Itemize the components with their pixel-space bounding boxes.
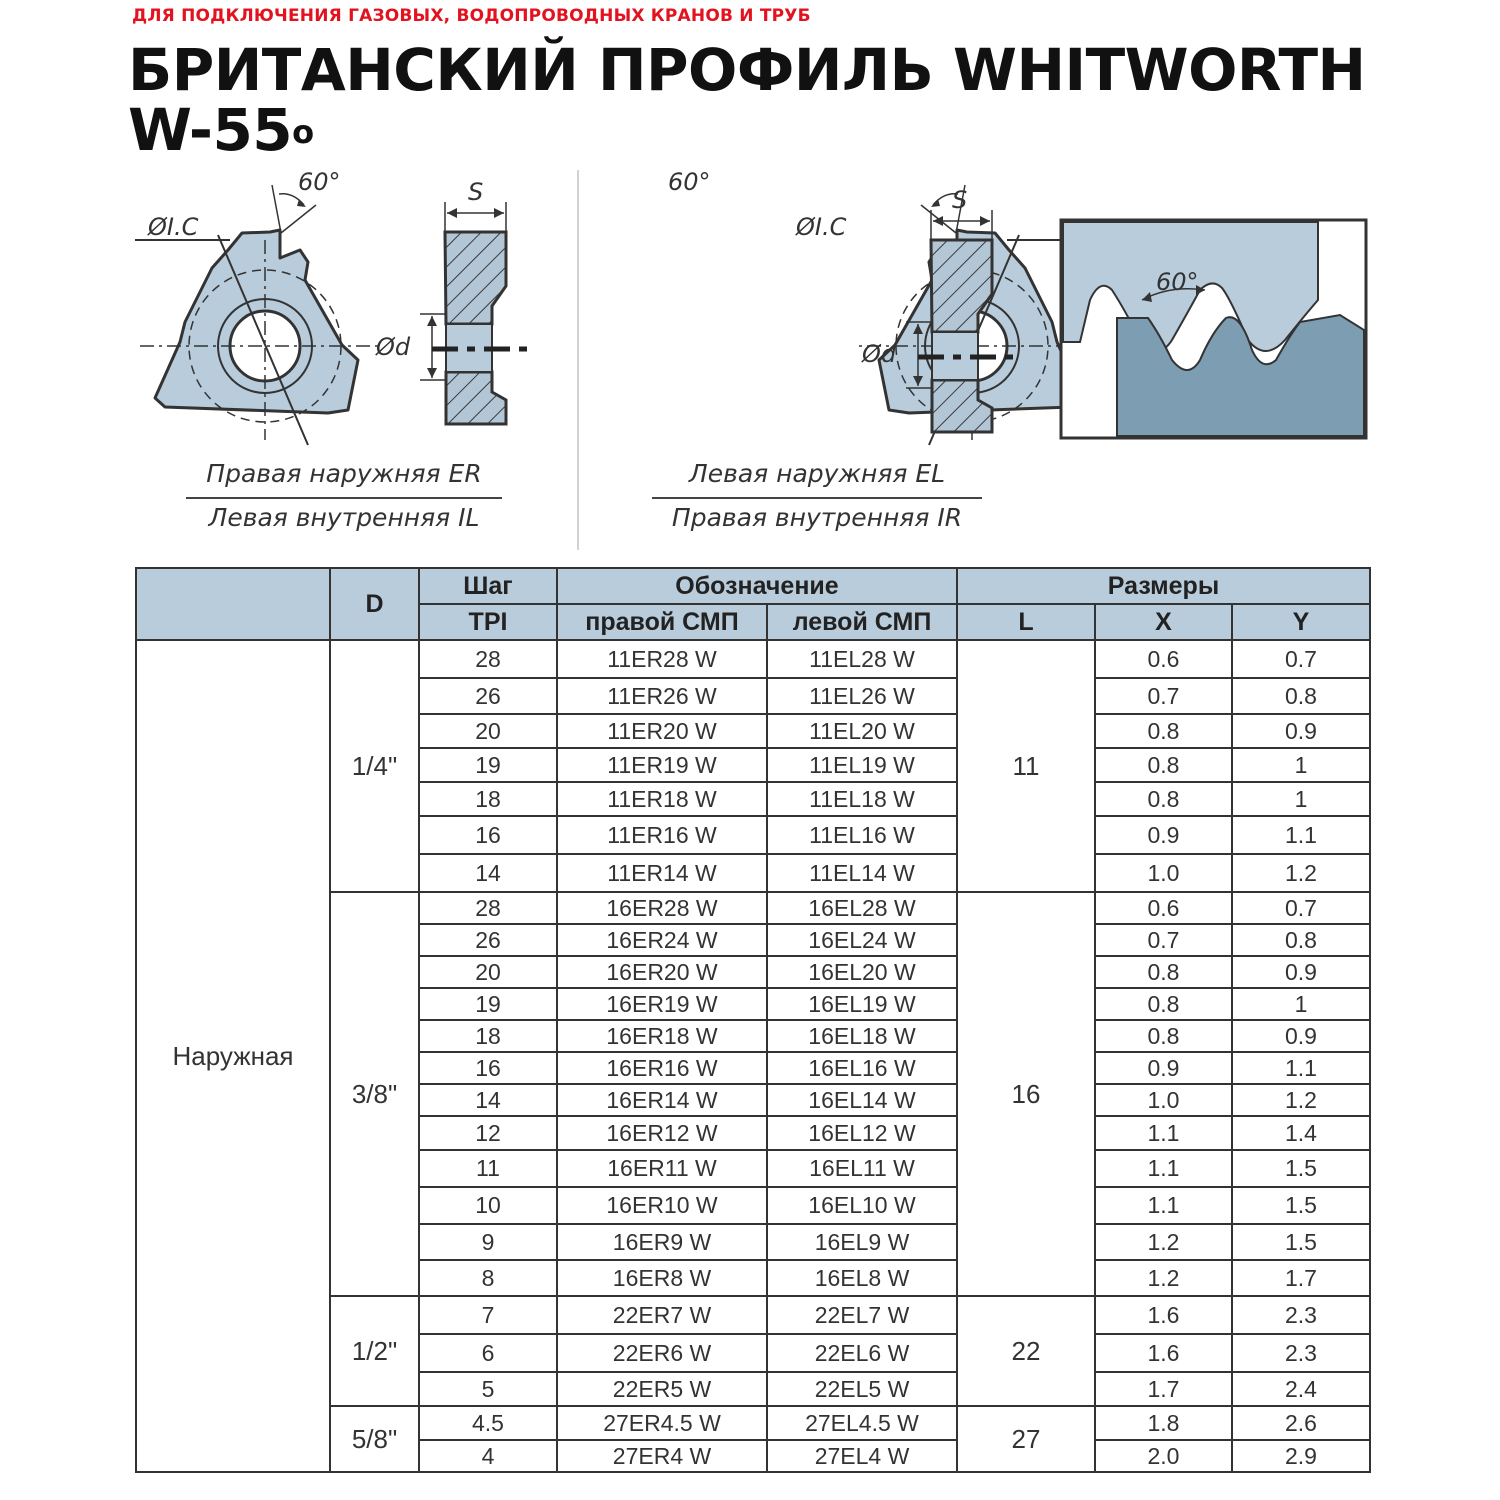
y-cell: 0.8: [1232, 678, 1370, 714]
tpi-cell: 26: [419, 924, 557, 956]
y-cell: 1.1: [1232, 816, 1370, 854]
left-insert-cell: 11EL26 W: [767, 678, 957, 714]
right-insert-cell: 22ER7 W: [557, 1296, 767, 1334]
y-cell: 2.3: [1232, 1296, 1370, 1334]
left-insert-cell: 16EL28 W: [767, 892, 957, 924]
x-cell: 2.0: [1095, 1440, 1232, 1472]
thread-angle-label: 60°: [1156, 268, 1199, 296]
right-caption-top: Левая наружняя EL: [688, 459, 946, 488]
x-cell: 0.8: [1095, 748, 1232, 782]
x-cell: 0.8: [1095, 956, 1232, 988]
y-cell: 1.1: [1232, 1052, 1370, 1084]
tpi-cell: 8: [419, 1260, 557, 1296]
x-cell: 0.7: [1095, 924, 1232, 956]
tpi-cell: 7: [419, 1296, 557, 1334]
x-cell: 1.1: [1095, 1187, 1232, 1224]
y-cell: 0.9: [1232, 714, 1370, 748]
length-cell-5-8: 27: [957, 1406, 1095, 1472]
header-designation: Обозначение: [557, 568, 957, 604]
y-cell: 0.9: [1232, 1020, 1370, 1052]
right-d-label: Ød: [862, 340, 897, 368]
left-insert-cell: 16EL16 W: [767, 1052, 957, 1084]
right-insert-cell: 11ER19 W: [557, 748, 767, 782]
y-cell: 2.6: [1232, 1406, 1370, 1440]
x-cell: 0.6: [1095, 640, 1232, 678]
tpi-cell: 28: [419, 892, 557, 924]
right-insert-cell: 27ER4 W: [557, 1440, 767, 1472]
left-insert-cell: 16EL9 W: [767, 1224, 957, 1260]
x-cell: 1.6: [1095, 1296, 1232, 1334]
tpi-cell: 11: [419, 1150, 557, 1187]
left-insert-cell: 27EL4.5 W: [767, 1406, 957, 1440]
diameter-cell-1-4: 1/4": [330, 640, 419, 892]
left-insert-cell: 16EL14 W: [767, 1084, 957, 1116]
left-insert-cell: 22EL5 W: [767, 1372, 957, 1406]
header-row-1: [136, 568, 1370, 604]
left-insert-cell: 11EL14 W: [767, 854, 957, 892]
x-cell: 0.9: [1095, 816, 1232, 854]
y-cell: 0.7: [1232, 892, 1370, 924]
tpi-cell: 19: [419, 988, 557, 1020]
right-insert-cell: 16ER14 W: [557, 1084, 767, 1116]
right-insert-cell: 16ER12 W: [557, 1116, 767, 1150]
left-caption-top: Правая наружняя ER: [206, 459, 482, 488]
table-row: [136, 640, 1370, 678]
x-cell: 0.7: [1095, 678, 1232, 714]
tpi-cell: 14: [419, 1084, 557, 1116]
tpi-cell: 5: [419, 1372, 557, 1406]
title-degree: o: [292, 113, 314, 151]
header-type: [136, 568, 330, 640]
length-cell-1-2: 22: [957, 1296, 1095, 1406]
tpi-cell: 9: [419, 1224, 557, 1260]
x-cell: 0.8: [1095, 1020, 1232, 1052]
x-cell: 1.0: [1095, 1084, 1232, 1116]
header-x: X: [1095, 604, 1232, 640]
type-cell: Наружная: [136, 640, 330, 1472]
right-insert-cell: 16ER24 W: [557, 924, 767, 956]
right-insert-cell: 22ER6 W: [557, 1334, 767, 1372]
length-cell-1-4: 11: [957, 640, 1095, 892]
length-cell-3-8: 16: [957, 892, 1095, 1296]
y-cell: 1.5: [1232, 1224, 1370, 1260]
header-y: Y: [1232, 604, 1370, 640]
left-insert-cell: 22EL7 W: [767, 1296, 957, 1334]
tpi-cell: 14: [419, 854, 557, 892]
right-s-label: S: [952, 186, 968, 214]
left-insert-cell: 16EL24 W: [767, 924, 957, 956]
x-cell: 0.8: [1095, 988, 1232, 1020]
right-insert-cell: 16ER20 W: [557, 956, 767, 988]
spec-table-body: [136, 640, 1370, 1472]
tpi-cell: 16: [419, 816, 557, 854]
y-cell: 1.5: [1232, 1187, 1370, 1224]
right-insert-cell: 16ER28 W: [557, 892, 767, 924]
tpi-cell: 12: [419, 1116, 557, 1150]
right-insert-cell: 16ER8 W: [557, 1260, 767, 1296]
right-insert-cell: 16ER19 W: [557, 988, 767, 1020]
header-sizes: Размеры: [957, 568, 1370, 604]
x-cell: 1.6: [1095, 1334, 1232, 1372]
right-insert-cell: 11ER16 W: [557, 816, 767, 854]
right-caption-divider: [652, 497, 982, 499]
left-insert-cell: 16EL11 W: [767, 1150, 957, 1187]
left-d-label: Ød: [376, 333, 411, 361]
right-insert-cell: 11ER18 W: [557, 782, 767, 816]
y-cell: 1.7: [1232, 1260, 1370, 1296]
x-cell: 1.2: [1095, 1224, 1232, 1260]
left-angle-label: 60°: [298, 168, 341, 196]
x-cell: 1.2: [1095, 1260, 1232, 1296]
x-cell: 0.8: [1095, 782, 1232, 816]
right-caption-bottom: Правая внутренняя IR: [671, 503, 963, 532]
diameter-cell-5-8: 5/8": [330, 1406, 419, 1472]
tpi-cell: 20: [419, 956, 557, 988]
tpi-cell: 26: [419, 678, 557, 714]
right-insert-cell: 16ER9 W: [557, 1224, 767, 1260]
header-d: D: [330, 568, 419, 640]
left-insert-cell: 11EL16 W: [767, 816, 957, 854]
title-line-1: БРИТАНСКИЙ ПРОФИЛЬ WHITWORTH: [128, 36, 1366, 104]
diameter-cell-3-8: 3/8": [330, 892, 419, 1296]
x-cell: 1.0: [1095, 854, 1232, 892]
y-cell: 1: [1232, 748, 1370, 782]
left-insert-cell: 11EL28 W: [767, 640, 957, 678]
right-ic-label: ØI.C: [796, 213, 847, 241]
tpi-cell: 6: [419, 1334, 557, 1372]
header-l: L: [957, 604, 1095, 640]
y-cell: 2.9: [1232, 1440, 1370, 1472]
insert-spec-table: [135, 567, 1371, 1473]
tpi-cell: 4: [419, 1440, 557, 1472]
y-cell: 0.7: [1232, 640, 1370, 678]
left-insert-cell: 16EL20 W: [767, 956, 957, 988]
x-cell: 1.8: [1095, 1406, 1232, 1440]
y-cell: 1: [1232, 782, 1370, 816]
y-cell: 0.8: [1232, 924, 1370, 956]
right-insert-cell: 16ER10 W: [557, 1187, 767, 1224]
left-insert-cell: 27EL4 W: [767, 1440, 957, 1472]
tpi-cell: 10: [419, 1187, 557, 1224]
x-cell: 0.8: [1095, 714, 1232, 748]
x-cell: 0.6: [1095, 892, 1232, 924]
x-cell: 1.1: [1095, 1116, 1232, 1150]
thread-profile-diagram: [1061, 220, 1366, 438]
y-cell: 0.9: [1232, 956, 1370, 988]
right-insert-cell: 16ER18 W: [557, 1020, 767, 1052]
y-cell: 1.5: [1232, 1150, 1370, 1187]
left-insert-cell: 16EL8 W: [767, 1260, 957, 1296]
left-caption-bottom: Левая внутренняя IL: [208, 503, 480, 532]
left-insert-cell: 11EL20 W: [767, 714, 957, 748]
tpi-cell: 16: [419, 1052, 557, 1084]
right-insert-cell: 11ER20 W: [557, 714, 767, 748]
header-tpi: TPI: [419, 604, 557, 640]
x-cell: 1.7: [1095, 1372, 1232, 1406]
diagram-separator: [577, 170, 579, 550]
y-cell: 2.3: [1232, 1334, 1370, 1372]
page-subtitle: ДЛЯ ПОДКЛЮЧЕНИЯ ГАЗОВЫХ, ВОДОПРОВОДНЫХ КРАНОВ И ТРУБ: [132, 6, 811, 26]
y-cell: 1.2: [1232, 1084, 1370, 1116]
x-cell: 0.9: [1095, 1052, 1232, 1084]
left-insert-cell: 16EL18 W: [767, 1020, 957, 1052]
left-insert-cell: 22EL6 W: [767, 1334, 957, 1372]
title-profile: W-55: [128, 96, 293, 164]
left-insert-side-view: [420, 202, 528, 424]
left-insert-cell: 16EL12 W: [767, 1116, 957, 1150]
left-insert-cell: 16EL19 W: [767, 988, 957, 1020]
left-caption-divider: [186, 497, 502, 499]
right-angle-label: 60°: [668, 168, 711, 196]
y-cell: 2.4: [1232, 1372, 1370, 1406]
y-cell: 1: [1232, 988, 1370, 1020]
right-insert-cell: 27ER4.5 W: [557, 1406, 767, 1440]
x-cell: 1.1: [1095, 1150, 1232, 1187]
right-insert-cell: 11ER28 W: [557, 640, 767, 678]
header-left-insert: левой СМП: [767, 604, 957, 640]
header-pitch: Шаг: [419, 568, 557, 604]
right-insert-cell: 16ER11 W: [557, 1150, 767, 1187]
tpi-cell: 18: [419, 782, 557, 816]
tpi-cell: 19: [419, 748, 557, 782]
y-cell: 1.2: [1232, 854, 1370, 892]
y-cell: 1.4: [1232, 1116, 1370, 1150]
tpi-cell: 18: [419, 1020, 557, 1052]
left-insert-cell: 16EL10 W: [767, 1187, 957, 1224]
right-insert-cell: 11ER26 W: [557, 678, 767, 714]
tpi-cell: 4.5: [419, 1406, 557, 1440]
tpi-cell: 28: [419, 640, 557, 678]
diameter-cell-1-2: 1/2": [330, 1296, 419, 1406]
left-ic-label: ØI.C: [148, 213, 199, 241]
right-insert-cell: 16ER16 W: [557, 1052, 767, 1084]
left-insert-cell: 11EL19 W: [767, 748, 957, 782]
left-insert-cell: 11EL18 W: [767, 782, 957, 816]
right-insert-cell: 22ER5 W: [557, 1372, 767, 1406]
left-s-label: S: [468, 178, 484, 206]
header-right-insert: правой СМП: [557, 604, 767, 640]
right-insert-cell: 11ER14 W: [557, 854, 767, 892]
tpi-cell: 20: [419, 714, 557, 748]
